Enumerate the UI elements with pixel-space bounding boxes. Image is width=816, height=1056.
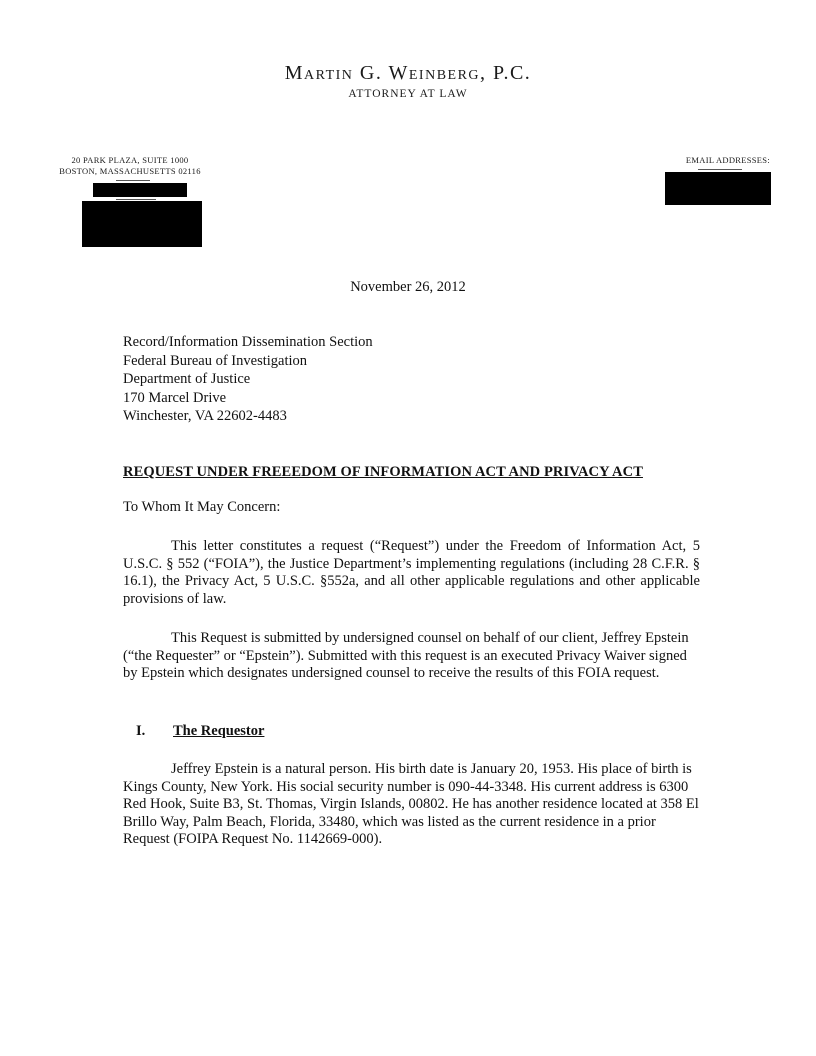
email-divider (698, 169, 742, 170)
body-paragraph-2: This Request is submitted by undersigned counsel on behalf of our client, Jeffrey Epstein (“the Requester” or “Epstein”). Submitted with this request is an executed Privacy Waiver signed by Epstein which designates undersigned counsel to receive the results of this FOIA request. (123, 630, 689, 681)
salutation: To Whom It May Concern: (123, 499, 281, 515)
recipient-line: Department of Justice (123, 371, 251, 387)
recipient-line: Winchester, VA 22602-4483 (123, 408, 287, 424)
body-paragraph-1: This letter constitutes a request (“Request”) under the Freedom of Information Act, 5 U.S.C. § 552 (“FOIA”), the Justice Department’s implementing regulations (including 28 C.F.R. § 16.1), the Privacy Act, 5 U.S.C. §552a, and all other applicable regulations and other applicable provisions of law. (123, 538, 700, 607)
address-line-2: BOSTON, MASSACHUSETTS 02116 (59, 166, 201, 176)
email-label: EMAIL ADDRESSES: (685, 155, 770, 165)
subject-heading: REQUEST UNDER FREEEDOM OF INFORMATION ACT AND PRIVACY ACT (123, 464, 643, 480)
recipient-line: 170 Marcel Drive (123, 389, 227, 406)
address-divider-2 (116, 199, 156, 200)
address-line-1: 20 PARK PLAZA, SUITE 1000 (71, 155, 189, 165)
redaction-box-email (665, 172, 771, 205)
firm-title: ATTORNEY AT LAW (348, 88, 468, 100)
firm-address (40, 155, 220, 177)
section-title: The Requestor (173, 723, 265, 739)
letter-date: November 26, 2012 (350, 279, 466, 295)
address-divider (116, 180, 150, 181)
recipient-line: Federal Bureau of Investigation (123, 352, 308, 369)
redaction-box-phone (93, 183, 187, 197)
redaction-box-contact (82, 201, 202, 247)
recipient-line: Record/Information Dissemination Section (123, 334, 373, 350)
recipient-address (123, 333, 373, 426)
section-number: I. (136, 723, 146, 739)
firm-name: Martin G. Weinberg, P.C. (284, 62, 532, 84)
body-paragraph-3: Jeffrey Epstein is a natural person. His birth date is January 20, 1953. His place of birth is Kings County, New York. His social security number is 090-44-3348. His current address is 6300 Red Hook, Suite B3, St. Thomas, Virgin Islands, 00802. He has another residence located at 358 El Brillo Way, Palm Beach, Florida, 33480, which was listed as the current residence in a prior Request (FOIPA Request No. 1142669-000). (123, 761, 699, 847)
